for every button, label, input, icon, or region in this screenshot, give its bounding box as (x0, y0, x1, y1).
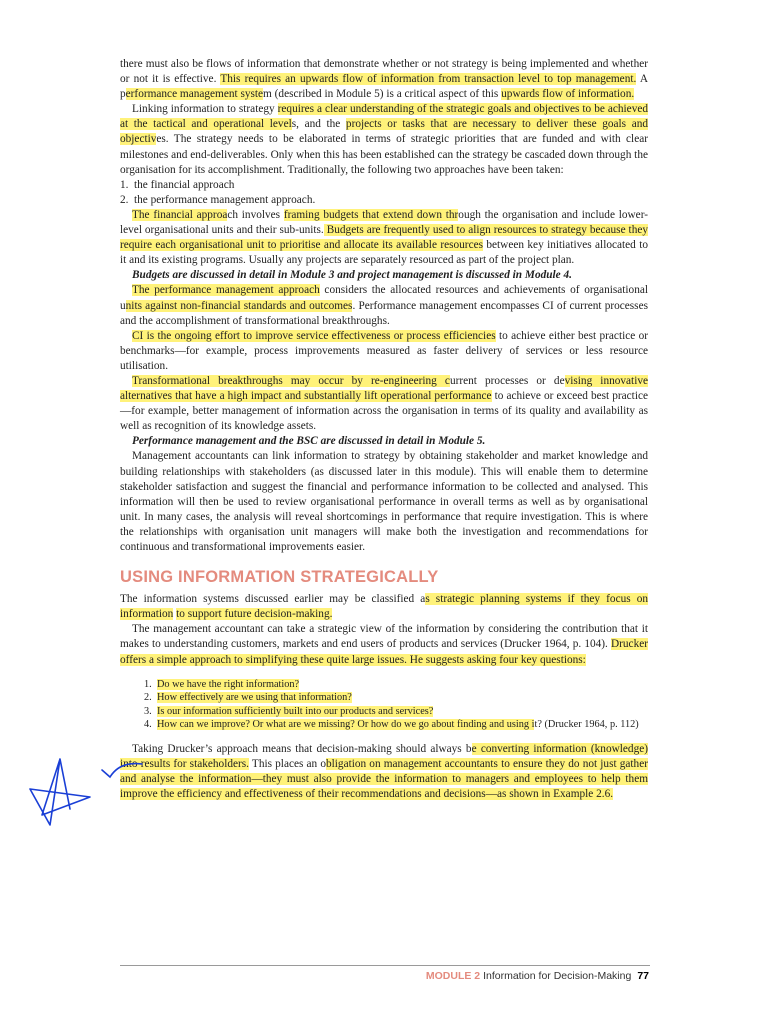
paragraph (120, 329, 648, 374)
highlight: framing budgets that extend down thr (283, 208, 459, 221)
cross-reference-note: Performance management and the BSC are discussed in detail in Module 5. (132, 435, 486, 448)
text: . Performance management encompasses CI of current processes and the accomplishment of transformational breakthroughs. (120, 299, 648, 327)
text: es. The strategy needs to be elaborated in terms of strategic priorities that are funded and with clear milestones and end-deliverables. Only when this has been established can the strategy be cascaded down through the organisation for its accomplishment. Traditionally, the following two approaches have been taken: (120, 133, 648, 176)
highlight: The financial approa (132, 208, 228, 221)
paragraph (120, 102, 648, 177)
highlight: projects or tasks that are necessary to deliver these goals and objectiv (120, 118, 649, 146)
highlight: erformance management syste (125, 88, 264, 101)
text: between key initiatives allocated to it and its existing programs. Usually any projects are separately resourced as part of the project plan. (120, 239, 648, 267)
highlight: requires a clear understanding of the strategic goals and objectives to be achieved at the tactical and operational level (120, 103, 648, 131)
page-number: 77 (637, 970, 649, 982)
text: Taking Drucker’s approach means that decision-making should always b (132, 743, 472, 756)
highlight: Budgets are frequently used to align resources to strategy because they require each organisational unit to prioritise and allocate its available resources (120, 224, 648, 252)
footer-module-label: MODULE 2 (425, 970, 481, 982)
paragraph: Management accountants can link information to strategy by obtaining stakeholder and market knowledge and building relationships with stakeholders (as discussed later in this module). This will enable them to determine stakeholder satisfaction and suggest the financial and performance information to be collected and analysed. This information will then be used to review organisational performance in overall terms as well as by organisational unit. In many cases, the analysis will reveal shortcomings in performance that require investigation. This is where the relationships with organisation unit managers will make both the investigation and recommendations for continuous and transformational improvements easier. (120, 450, 648, 553)
list-item (120, 178, 648, 193)
list-item (144, 678, 648, 692)
highlight: vising innovative alternatives that have a high impact and substantially lift operational performance (120, 374, 648, 403)
checkmark-doodle-icon (102, 764, 142, 777)
text: to achieve either best practice or benchmarks—for example, process improvements measured as faster delivery of services or less resource utilisation. (120, 329, 648, 372)
highlight: How effectively are we using that information? (157, 692, 352, 704)
list-number: 4. (144, 719, 152, 731)
text: A p (120, 73, 649, 101)
paragraph (120, 208, 648, 268)
highlight: Do we have the right information? (157, 678, 300, 690)
text: ch involves (227, 208, 284, 221)
list-item (120, 193, 648, 208)
cross-reference-note: Budgets are discussed in detail in Module 3 and project management is discussed in Module 4. (132, 269, 572, 282)
highlight: bligation on management accountants to ensure they do not just gather and analyse the information—they must also provide the information to managers and employees to help them improve the efficiency and effectiveness of their recommendations and decisions—as shown in Example 2.6. (120, 758, 648, 801)
questions-list (144, 678, 648, 732)
highlight: Transformational breakthroughs may occur by re-engineering c (132, 374, 450, 387)
highlight: CI is the ongoing effort to improve service effectiveness or process efficiencies (132, 329, 496, 342)
highlight: Is our information sufficiently built into our products and services? (157, 705, 434, 717)
highlight: to support future decision-making. (176, 608, 333, 621)
text: to achieve or exceed best practice—for example, better management of information across the organisation in terms of its quality and availability as well as recognition of its knowledge assets. (120, 390, 648, 433)
text: The management accountant can take a strategic view of the information by considering the contribution that it makes to understanding customers, markets and end users of products and services (Drucker 1964, p. 104). (120, 623, 648, 651)
text: s, and the (291, 118, 346, 131)
text: ough the organisation and include lower-level organisational units and their sub-units. (120, 208, 648, 237)
list-item (144, 691, 648, 705)
body-text (120, 57, 648, 802)
highlight: Drucker offers a simple approach to simplifying these quite large issues. He suggests asking four key questions: (120, 638, 648, 666)
list-item (144, 705, 648, 719)
text: This places an o (248, 758, 326, 771)
approaches-list (120, 178, 648, 208)
highlight: upwards flow of information. (501, 88, 635, 101)
paragraph (120, 742, 648, 802)
section-heading: USING INFORMATION STRATEGICALLY (120, 568, 439, 587)
text: The information systems discussed earlier may be classified a (120, 593, 426, 606)
text: there must also be flows of information that demonstrate whether or not strategy is being implemented and whether or not it is effective. (120, 58, 648, 86)
list-item (144, 718, 648, 732)
footer-divider (120, 965, 650, 966)
list-text: the financial approach (134, 178, 235, 191)
text: m (described in Module 5) is a critical aspect of this (263, 88, 502, 101)
list-number: 1. (120, 178, 129, 191)
list-number: 1. (144, 678, 152, 690)
highlight: e converting information (knowledge) into results for stakeholders. (120, 743, 648, 771)
paragraph (120, 622, 648, 667)
text: considers the allocated resources and achievements of organisational u (120, 284, 648, 312)
highlight: nits against non-financial standards and outcomes (125, 299, 353, 312)
list-number: 2. (144, 692, 152, 704)
pen-annotation (20, 755, 150, 835)
page-footer (426, 970, 649, 982)
paragraph (120, 374, 648, 434)
paragraph (120, 592, 648, 622)
highlight: The performance management approach (132, 284, 320, 297)
paragraph (120, 57, 648, 102)
text: t? (Drucker 1964, p. 112) (534, 719, 639, 731)
text: Linking information to strategy (132, 103, 278, 116)
list-number: 2. (120, 193, 129, 206)
text: urrent processes or de (449, 374, 565, 387)
list-number: 3. (144, 705, 152, 717)
paragraph (120, 283, 648, 328)
footer-title: Information for Decision-Making (483, 970, 632, 982)
highlight: This requires an upwards flow of information from transaction level to top management. (220, 73, 637, 86)
star-doodle-icon (30, 759, 90, 825)
highlight: How can we improve? Or what are we missing? Or how do we go about finding and using i (157, 719, 535, 731)
list-text: the performance management approach. (134, 193, 316, 206)
highlight: s strategic planning systems if they focus on information (120, 593, 649, 621)
